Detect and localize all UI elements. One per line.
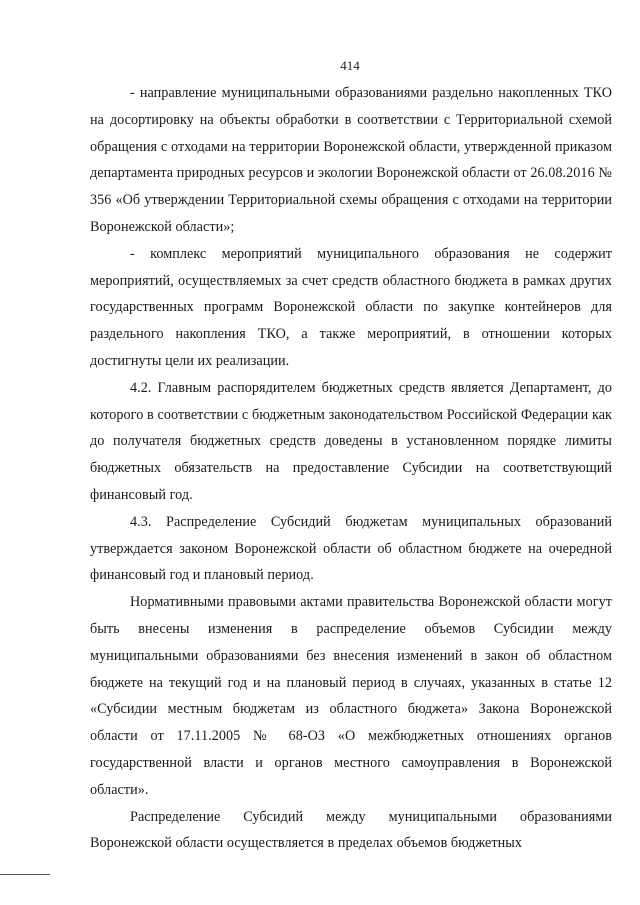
page-number: 414 — [340, 58, 360, 73]
paragraph-waste-sorting: - направление муниципальными образованиями раздельно накопленных ТКО на досортировку на объекты обработки в соответствии с Территориальной схемой обращения с отходами на территории Воронежской области, утвержденной приказом департамента природных ресурсов и экологии Воронежской области от 26.08.2016 № 356 «Об утверждении Территориальной схемы обращения с отходами на территории Воронежской области»; — [90, 85, 612, 235]
paragraph-normative-acts: Нормативными правовыми актами правительства Воронежской области могут быть внесены изменения в распределение объемов Субсидии между муниципальными образованиями без внесения изменений в закон об областном бюджете на текущий год и на плановый период в случаях, указанных в статье 12 «Субсидии местным бюджетам из областного бюджета» Закона Воронежской области от 17.11.2005 № 68-ОЗ «О межбюджетных отношениях органов государственной власти и органов местного самоуправления в Воронежской области». — [90, 594, 612, 798]
paragraph-subsidy-distribution: Распределение Субсидий между муниципальными образованиями Воронежской области осуществляется в пределах объемов бюджетных — [90, 808, 612, 852]
footer-divider — [0, 874, 50, 875]
paragraph-measures-complex: - комплекс мероприятий муниципального образования не содержит мероприятий, осуществляемых за счет средств областного бюджета в рамках других государственных программ Воронежской области по закупке контейнеров для раздельного накопления ТКО, а также мероприятий, в отношении которых достигнуты цели их реализации. — [90, 245, 612, 369]
paragraph-budget-administrator: 4.2. Главным распорядителем бюджетных средств является Департамент, до которого в соответствии с бюджетным законодательством Российской Федерации как до получателя бюджетных средств доведены в установленном порядке лимиты бюджетных обязательств на предоставление Субсидии на соответствующий финансовый год. — [90, 379, 612, 503]
paragraph-subsidy-distribution-law: 4.3. Распределение Субсидий бюджетам муниципальных образований утверждается законом Воронежской области об областном бюджете на очередной финансовый год и плановый период. — [90, 513, 612, 584]
document-body — [90, 80, 612, 857]
